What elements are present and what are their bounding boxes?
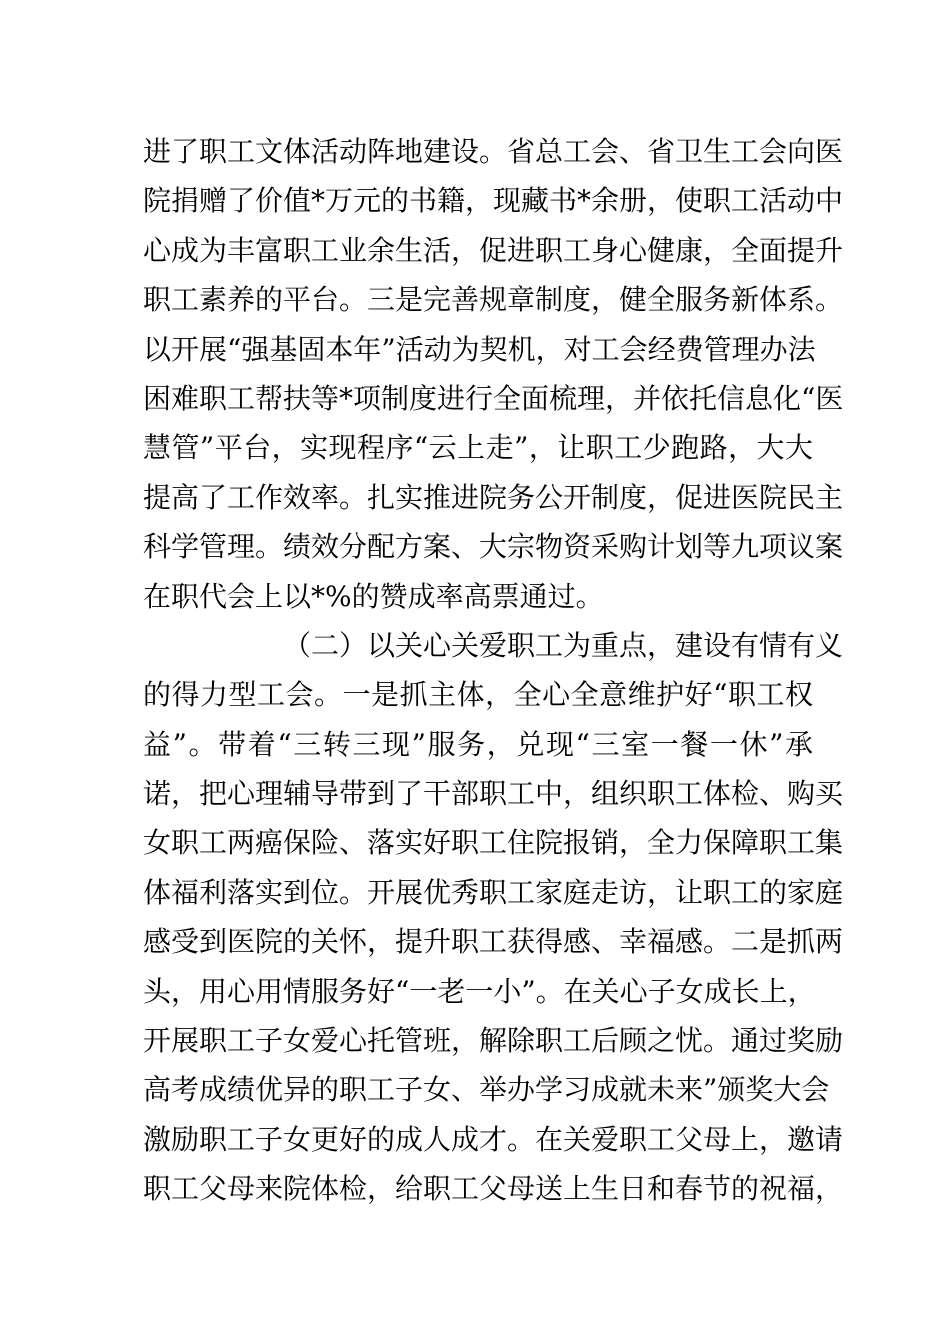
text-line: 职工父母来院体检，给职工父母送上生日和春节的祝福，: [143, 1172, 844, 1206]
text-line: 头，用心用情服务好“一老一小”。在关心子女成长上，: [143, 974, 816, 1008]
text-line: 诺，把心理辅导带到了干部职工中，组织职工体检、购买: [143, 777, 844, 811]
text-line: 院捐赠了价值*万元的书籍，现藏书*余册，使职工活动中: [143, 184, 844, 218]
body-text: [143, 127, 844, 1214]
text-line: 慧管”平台，实现程序“云上走”，让职工少跑路，大大: [143, 431, 813, 465]
text-line: 开展职工子女爱心托管班，解除职工后顾之忧。通过奖励: [143, 1024, 844, 1058]
text-line: 女职工两癌保险、落实好职工住院报销，全力保障职工集: [143, 826, 844, 860]
text-line: 提高了工作效率。扎实推进院务公开制度，促进医院民主: [143, 480, 844, 514]
text-line: 心成为丰富职工业余生活，促进职工身心健康，全面提升: [143, 233, 844, 267]
text-line: 体福利落实到位。开展优秀职工家庭走访，让职工的家庭: [143, 875, 844, 909]
text-line: 益”。带着“三转三现”服务，兑现“三室一餐一休”承: [143, 727, 813, 761]
text-line: 感受到医院的关怀，提升职工获得感、幸福感。二是抓两: [143, 925, 844, 959]
text-line: 进了职工文体活动阵地建设。省总工会、省卫生工会向医: [143, 135, 844, 168]
text-line: 激励职工子女更好的成人成才。在关爱职工父母上，邀请: [143, 1122, 844, 1156]
text-line: 困难职工帮扶等*项制度进行全面梳理，并依托信息化“医: [143, 381, 844, 415]
text-line: 科学管理。绩效分配方案、大宗物资采购计划等九项议案: [143, 530, 844, 564]
text-line: 以开展“强基固本年”活动为契机，对工会经费管理办法: [143, 332, 816, 366]
text-line: 的得力型工会。一是抓主体，全心全意维护好“职工权: [143, 678, 813, 712]
text-line: 高考成绩优异的职工子女、举办学习成就未来”颁奖大会: [143, 1073, 830, 1107]
section-heading-line: （二）以关心关爱职工为重点，建设有情有义: [283, 628, 844, 662]
text-line: 在职代会上以*%的赞成率高票通过。: [143, 579, 604, 613]
text-line: 职工素养的平台。三是完善规章制度，健全服务新体系。: [143, 283, 844, 317]
